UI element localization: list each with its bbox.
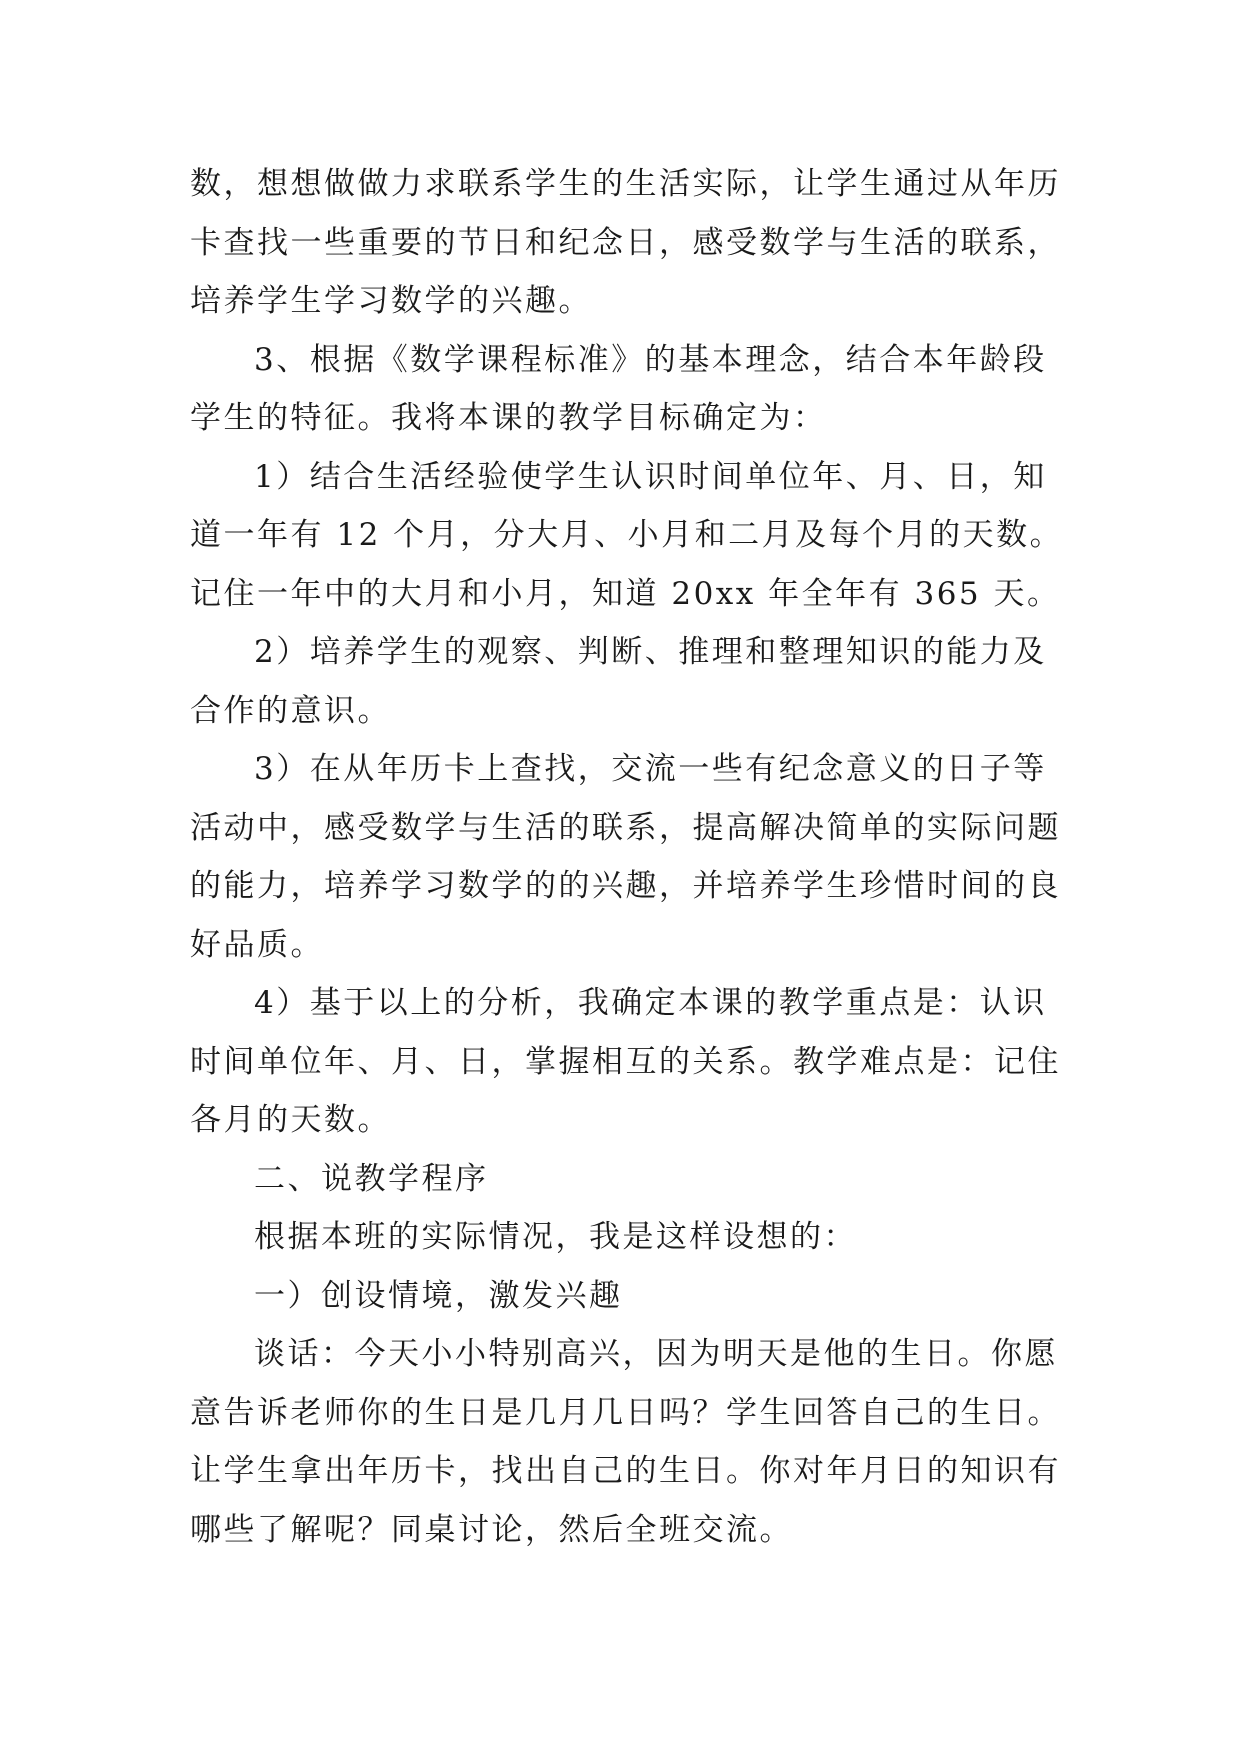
text-line: 3、根据《数学课程标准》的基本理念，结合本年龄段 bbox=[254, 341, 1047, 378]
text-line: 卡查找一些重要的节日和纪念日，感受数学与生活的联系， bbox=[190, 224, 1061, 261]
text-line: 时间单位年、月、日，掌握相互的关系。教学难点是：记住 bbox=[190, 1043, 1061, 1080]
subsection-heading: 一）创设情境，激发兴趣 bbox=[254, 1277, 623, 1314]
text-line: 合作的意识。 bbox=[190, 692, 391, 729]
text-line: 3）在从年历卡上查找，交流一些有纪念意义的日子等 bbox=[254, 751, 1047, 787]
text-line: 根据本班的实际情况，我是这样设想的： bbox=[254, 1219, 857, 1255]
section-heading: 二、说教学程序 bbox=[254, 1160, 489, 1197]
text-line: 谈话：今天小小特别高兴，因为明天是他的生日。你愿 bbox=[254, 1336, 1058, 1372]
text-line: 数，想想做做力求联系学生的生活实际，让学生通过从年历 bbox=[190, 166, 1061, 202]
text-line: 让学生拿出年历卡，找出自己的生日。你对年月日的知识有 bbox=[190, 1453, 1061, 1489]
text-line: 1）结合生活经验使学生认识时间单位年、月、日，知 bbox=[254, 458, 1047, 495]
text-line: 2）培养学生的观察、判断、推理和整理知识的能力及 bbox=[254, 634, 1047, 670]
text-line: 道一年有 12 个月，分大月、小月和二月及每个月的天数。 bbox=[190, 517, 1064, 553]
text-line: 4）基于以上的分析，我确定本课的教学重点是：认识 bbox=[254, 985, 1047, 1021]
text-line: 活动中，感受数学与生活的联系，提高解决简单的实际问题 bbox=[190, 809, 1061, 846]
document-body bbox=[190, 155, 1064, 1559]
text-line: 培养学生学习数学的兴趣。 bbox=[190, 283, 592, 319]
text-line: 意告诉老师你的生日是几月几日吗？学生回答自己的生日。 bbox=[190, 1394, 1061, 1431]
text-line: 记住一年中的大月和小月，知道 20xx 年全年有 365 天。 bbox=[190, 575, 1061, 612]
text-line: 各月的天数。 bbox=[190, 1102, 391, 1138]
text-line: 好品质。 bbox=[190, 926, 324, 963]
text-line: 哪些了解呢？同桌讨论，然后全班交流。 bbox=[190, 1511, 793, 1548]
text-line: 的能力，培养学习数学的的兴趣，并培养学生珍惜时间的良 bbox=[190, 868, 1061, 904]
text-line: 学生的特征。我将本课的教学目标确定为： bbox=[190, 400, 827, 436]
